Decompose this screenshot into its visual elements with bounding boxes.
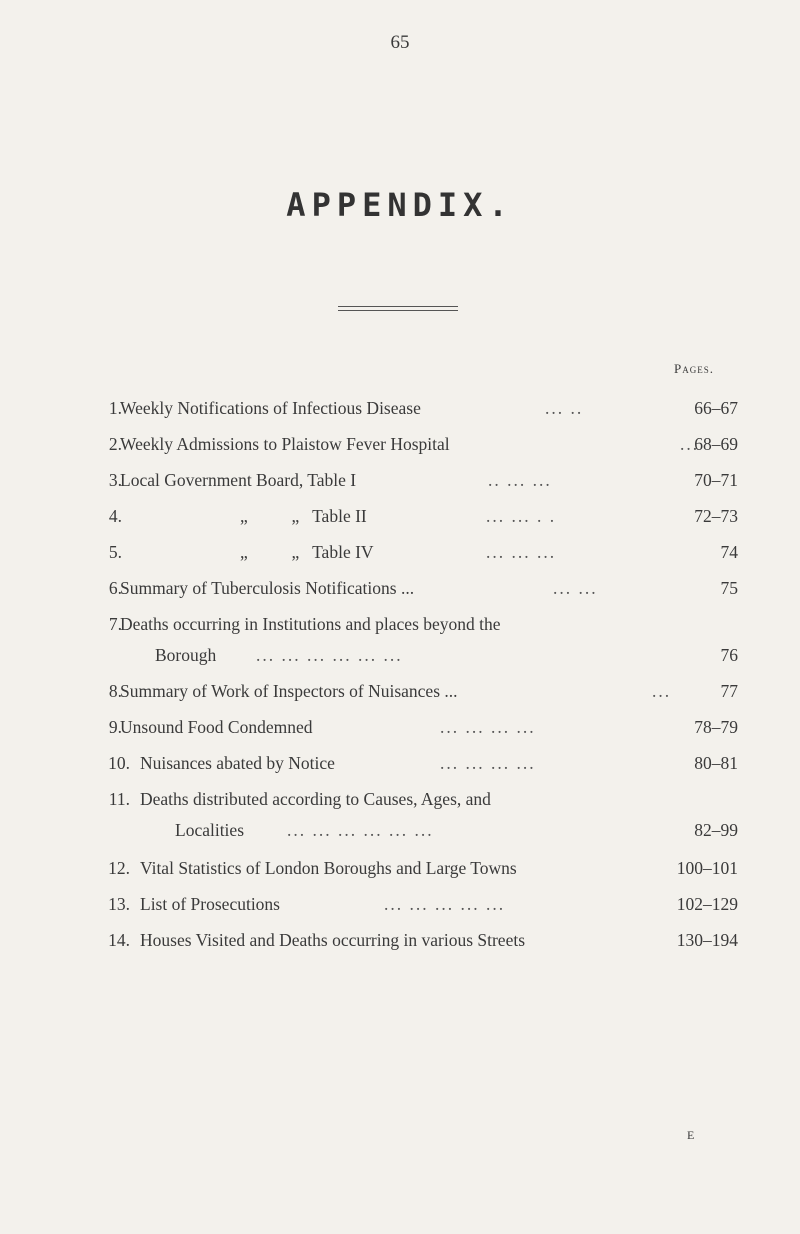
appendix-title: APPENDIX. [286, 186, 514, 224]
entry-number: 10. [108, 753, 130, 773]
entry-number: 4. [108, 506, 122, 526]
entry-leader: ... ... ... ... ... [384, 894, 506, 914]
entry-title: Weekly Notifications of Infectious Disease [120, 398, 421, 418]
contents-entry [0, 894, 800, 924]
entry-leader: ... ... . . [486, 506, 557, 526]
entry-number: 2. [108, 434, 122, 454]
contents-entry [0, 789, 800, 819]
entry-number: 13. [108, 894, 130, 914]
entry-title: Localities [175, 820, 245, 840]
contents-entry-continuation [0, 645, 800, 675]
entry-pages: 72–73 [694, 506, 738, 526]
entry-number: 12. [108, 858, 130, 878]
entry-title: Houses Visited and Deaths occurring in various Streets [140, 930, 526, 950]
contents-entry [0, 753, 800, 783]
entry-number: 5. [108, 542, 122, 562]
contents-entry-continuation [0, 820, 800, 850]
entry-leader: ... [680, 434, 700, 454]
entry-pages: 77 [720, 681, 738, 701]
entry-title: Weekly Admissions to Plaistow Fever Hospital [120, 434, 450, 454]
entry-pages: 70–71 [694, 470, 738, 490]
page-number: 65 [390, 32, 410, 53]
contents-entry [0, 930, 800, 960]
entry-title: List of Prosecutions [140, 894, 280, 914]
contents-entry [0, 717, 800, 747]
entry-number: 8. [108, 681, 122, 701]
entry-number: 11. [108, 789, 130, 809]
contents-entry [0, 578, 800, 608]
entry-number: 7. [108, 614, 122, 634]
entry-leader: ... [652, 681, 672, 701]
entry-pages: 66–67 [694, 398, 738, 418]
entry-leader: ... .. [545, 398, 584, 418]
entry-number: 3. [108, 470, 122, 490]
contents-entry [0, 614, 800, 644]
entry-pages: 102–129 [676, 894, 738, 914]
entry-title: Local Government Board, Table I [120, 470, 357, 490]
entry-leader: ... ... ... ... [440, 717, 536, 737]
contents-entry [0, 434, 800, 464]
entry-leader: ... ... ... ... ... ... [287, 820, 434, 840]
entry-title: Vital Statistics of London Boroughs and Large Towns [140, 858, 517, 878]
contents-entry [0, 470, 800, 500]
entry-title: Borough [155, 645, 217, 665]
entry-pages: 75 [720, 578, 738, 598]
entry-title: Nuisances abated by Notice [140, 753, 335, 773]
entry-title: „ „ Table II [240, 506, 367, 526]
entry-title: Summary of Tuberculosis Notifications ... [120, 578, 415, 598]
decorative-rule [338, 306, 458, 314]
contents-entry [0, 681, 800, 711]
signature-mark: E [687, 1128, 695, 1142]
entry-number: 6. [108, 578, 122, 598]
contents-entry [0, 506, 800, 536]
entry-leader: ... ... ... ... ... ... [256, 645, 403, 665]
entry-leader: .. ... ... [488, 470, 552, 490]
entry-pages: 100–101 [676, 858, 738, 878]
entry-title: „ „ Table IV [240, 542, 374, 562]
entry-number: 9. [108, 717, 122, 737]
entry-pages: 80–81 [694, 753, 738, 773]
entry-title: Summary of Work of Inspectors of Nuisances ... [120, 681, 458, 701]
entry-number: 14. [108, 930, 130, 950]
entry-number: 1. [108, 398, 122, 418]
contents-entry [0, 398, 800, 428]
entry-pages: 68–69 [694, 434, 738, 454]
entry-leader: ... ... ... [486, 542, 557, 562]
entry-leader: ... ... [553, 578, 598, 598]
entry-pages: 74 [720, 542, 738, 562]
entry-pages: 130–194 [676, 930, 738, 950]
entry-pages: 78–79 [694, 717, 738, 737]
entry-pages: 76 [720, 645, 738, 665]
entry-leader: ... ... ... ... [440, 753, 536, 773]
entry-pages: 82–99 [694, 820, 738, 840]
contents-entry [0, 542, 800, 572]
entry-title: Unsound Food Condemned [120, 717, 313, 737]
pages-column-heading: Pages. [674, 361, 714, 376]
entry-title: Deaths distributed according to Causes, Ages, and [140, 789, 491, 809]
entry-title: Deaths occurring in Institutions and places beyond the [120, 614, 501, 634]
contents-entry [0, 858, 800, 888]
